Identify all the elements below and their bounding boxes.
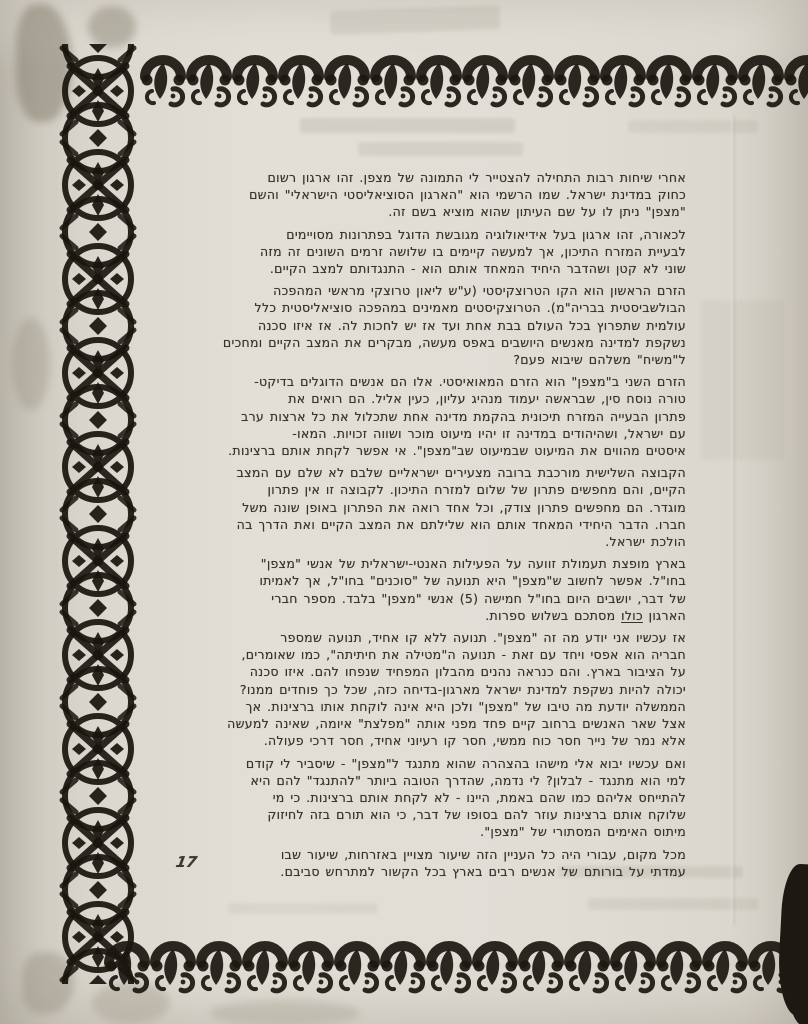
paragraph — [181, 464, 686, 550]
text-line: ואם עכשיו יבוא אלי מישהו בהצהרה שהוא מתנגד ל"מצפן" - שיסביר לי קודם — [245, 755, 686, 771]
text-line: להתייחס אליהם כמו שהם באמת, היינו - לא לקחת אותם ברצינות. כי מי — [272, 789, 686, 805]
text-line: אצל שאר האנשים ברחוב קיים פחד מפני אותה "מפלצת" איומה, שאינה למעשה — [227, 716, 686, 732]
paragraph — [181, 226, 686, 278]
document-body — [181, 169, 686, 885]
text-line: פתרון הבעייה המזרח תיכונית בהקמת מדינה אחת שתכלול את כל ארצות ערב — [241, 408, 686, 424]
text-line: עם ישראל, ושהיהודים במדינה זו יהיו מיעוט מוכר ושווה זכויות. המאו- — [292, 425, 686, 441]
text-line: איסטים מהווים את המיעוט שבמיעוט שב"מצפן". אי אפשר לקחת אותם ברצינות. — [228, 443, 686, 459]
page-number: 17 — [174, 853, 199, 871]
bleedthrough-mark — [330, 5, 501, 35]
paragraph — [181, 629, 686, 749]
text-line: שלוקח אותם ברצינות עוזר להם בסופו של דבר, כי הוא תורם בזה לחיזוק — [267, 807, 686, 823]
paragraph — [181, 846, 686, 880]
text-line: כחוק במדינת ישראל. שמו הרשמי הוא "הארגון הסוציאליסטי הישראלי" והשם — [249, 187, 686, 203]
text-line: הולכת ישראל. — [605, 534, 686, 550]
text-line: אז עכשיו אני יודע מה זה "מצפן". תנועה ללא קו אחיד, תנועה שמספר — [280, 630, 686, 646]
paragraph — [181, 755, 686, 841]
bleedthrough-mark — [588, 898, 758, 910]
text-line: עמדתי על בורותם של אנשים רבים בארץ בכל הקשור למתרחש סביבם. — [280, 863, 686, 879]
text-line: טורה נוסח סין, שבראשה יעמוד מנהיג עליון, כעין אליל. הם רואים את — [288, 391, 686, 407]
bleedthrough-mark — [358, 142, 523, 156]
ornamental-border-left — [58, 44, 138, 984]
text-line: בארץ מופצת תעמולת זוועה על הפעילות האנטי-ישראלית של אנשי "מצפן" — [260, 556, 686, 572]
text-line: מוגדר. הם מחפשים פתרון צודק, וכל אחד רואה את הפתרון באופן שונה משל — [242, 499, 686, 515]
text-line: של דבר, יושבים היום בחו"ל חמישה (5) אנשי "מצפן" בלבד. מספר חברי — [271, 590, 686, 606]
text-line: למי הוא מתנגד - לבלון? לי נדמה, שהדרך הטובה ביותר "להתנגד" להם היא — [250, 772, 686, 788]
text-line: לכאורה, זהו ארגון בעל אידיאולוגיה מגובשת הדוגל בפתרונות מסויימים — [286, 226, 686, 242]
text-line: הזרם הראשון הוא הקו הטרוצקיסטי (ע"ש ליאון טרוצקי מראשי המהפכה — [273, 283, 686, 299]
paper-stain — [88, 6, 136, 48]
text-line: חבריה הוא אפסי ויחד עם זאת - תנועה ה"מטילה את חיתיתה", כמו שאומרים, — [241, 647, 686, 663]
ornamental-border-top — [140, 46, 808, 108]
text-line: הארגון כולו מסתכם בשלוש ספרות. — [485, 607, 686, 623]
paragraph — [181, 555, 686, 624]
text-line: לבעיית המזרח התיכון, אך למעשה קיימים בו שלושה זרמים השונים זה מזה — [260, 243, 686, 259]
paper-stain — [12, 318, 50, 410]
paragraph — [181, 282, 686, 368]
bleedthrough-mark — [228, 903, 378, 914]
text-line: הקיים, והם מחפשים פתרון של שלום למזרח התיכון. לקבוצה זו אין פתרון — [267, 482, 686, 498]
paper-stain — [210, 1000, 360, 1024]
bleedthrough-mark — [628, 120, 758, 133]
paragraph — [181, 169, 686, 221]
text-line: חברו. הדבר היחידי המאחד אותם הוא שלילתם את המצב הקיים ואת הדרך בה — [236, 516, 686, 532]
text-line: שוני לא קטן ושהדבר היחיד המאחד אותם הוא - התנגדותם למצב הקיים. — [269, 261, 686, 277]
text-line: על הציבור בארץ. והם כנראה נהנים מהבלון המפחיד שנפחו להם. איזו סכנה — [249, 664, 686, 680]
text-line: הממשלה יודעת מה טיבו של "מצפן" ולכן היא אינה לוקחת אותו ברצינות. אך — [245, 698, 686, 714]
ornamental-border-bottom — [104, 930, 786, 998]
text-line: הזרם השני ב"מצפן" הוא הזרם המאואיסטי. אלו הם אנשים הדוגלים בדיקט- — [254, 374, 686, 390]
text-line: נשקפת למדינה מאנשים היושבים באפס מעשה, מבקרים את המצב הקיים ומחכים — [222, 334, 686, 350]
bleedthrough-mark — [700, 300, 785, 460]
text-line: יכולה להיות נשקפת למדינת ישראל מארגון-בדיחה כזה, שכל כך פוחדים ממנו? — [239, 681, 686, 697]
text-line: ל"משיח" משלהם שיבוא פעם? — [513, 352, 686, 368]
text-line: אלא נמר של נייר חסר כוח ממשי, חסר קו רעיוני אחיד, חסר דרכי פעולה. — [263, 733, 686, 749]
text-line: "מצפן" ניתן לו על שם העיתון שהוא מוציא בשם זה. — [388, 204, 686, 220]
text-line: מכל מקום, עבורי היה כל העניין הזה שיעור מצויין באזרחות, שיעור שבו — [280, 846, 686, 862]
text-line: הבולשביסטית בבריה"מ). הטרוצקיסטים מאמינים במהפכה סוציאליסטית כלל — [254, 300, 686, 316]
bleedthrough-mark — [300, 118, 515, 133]
ink-stain — [788, 967, 808, 1024]
text-line: בחו"ל. אפשר לחשוב ש"מצפן" היא תנועה של "סוכנים" בחו"ל, אך לאמיתו — [259, 573, 686, 589]
paragraph — [181, 373, 686, 459]
text-line: מיתוס האימים המסתורי של "מצפן". — [480, 824, 686, 840]
text-line: אחרי שיחות רבות התחילה להצטייר לי התמונה של מצפן. זהו ארגון רשום — [267, 170, 686, 185]
paper-fold-line — [731, 115, 735, 925]
text-line: הקבוצה השלישית מורכבת ברובה מצעירים ישראליים שלבם לא שלם עם המצב — [236, 465, 686, 481]
text-line: עולמית שתפרוץ בכל העולם בבת אחת ועד אז יש לחכות לה. אז איזו סכנה — [257, 317, 686, 333]
